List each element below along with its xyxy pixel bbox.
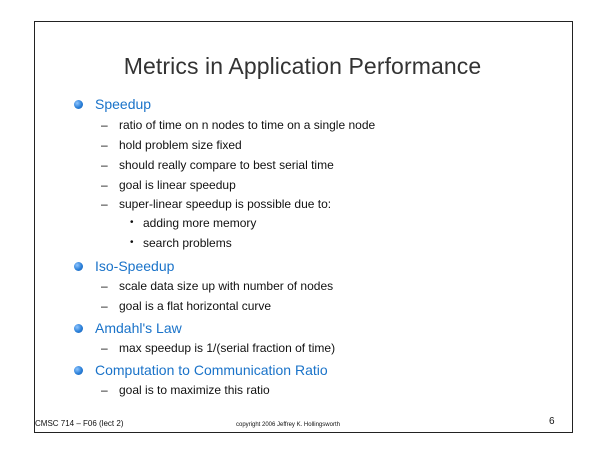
bullet-iso-speedup: Iso-Speedup xyxy=(95,258,175,274)
footer-copyright: copyright 2006 Jeffrey K. Hollingsworth xyxy=(236,422,340,428)
dash-icon: – xyxy=(101,299,108,313)
small-dot-icon: • xyxy=(130,237,134,248)
subitem: super-linear speedup is possible due to: xyxy=(119,197,332,211)
bullet-dot-icon xyxy=(74,324,83,333)
subitem: should really compare to best serial time xyxy=(119,158,334,172)
dash-icon: – xyxy=(101,279,108,293)
slide-title: Metrics in Application Performance xyxy=(123,53,482,79)
dash-icon: – xyxy=(101,138,108,152)
dash-icon: – xyxy=(101,197,108,211)
subitem: goal is linear speedup xyxy=(119,178,236,192)
dash-icon: – xyxy=(101,341,108,355)
subitem: max speedup is 1/(serial fraction of time) xyxy=(119,341,336,355)
subitem: goal is to maximize this ratio xyxy=(119,383,270,397)
small-dot-icon: • xyxy=(130,217,134,228)
bullet-dot-icon xyxy=(74,366,83,375)
dash-icon: – xyxy=(101,178,108,192)
bullet-speedup: Speedup xyxy=(95,96,152,112)
subitem: hold problem size fixed xyxy=(119,138,242,152)
subitem: ratio of time on n nodes to time on a single node xyxy=(119,118,376,132)
page-number: 6 xyxy=(549,416,555,427)
bullet-dot-icon xyxy=(74,262,83,271)
dash-icon: – xyxy=(101,383,108,397)
subitem: scale data size up with number of nodes xyxy=(119,279,334,293)
dash-icon: – xyxy=(101,158,108,172)
footer-course: CMSC 714 – F06 (lect 2) xyxy=(35,419,124,428)
bullet-dot-icon xyxy=(74,100,83,109)
bullet-amdahls-law: Amdahl's Law xyxy=(95,320,182,336)
subitem: goal is a flat horizontal curve xyxy=(119,299,272,313)
bullet-computation-communication-ratio: Computation to Communication Ratio xyxy=(95,362,328,378)
subsubitem: search problems xyxy=(143,236,232,250)
subsubitem: adding more memory xyxy=(143,216,257,230)
dash-icon: – xyxy=(101,118,108,132)
